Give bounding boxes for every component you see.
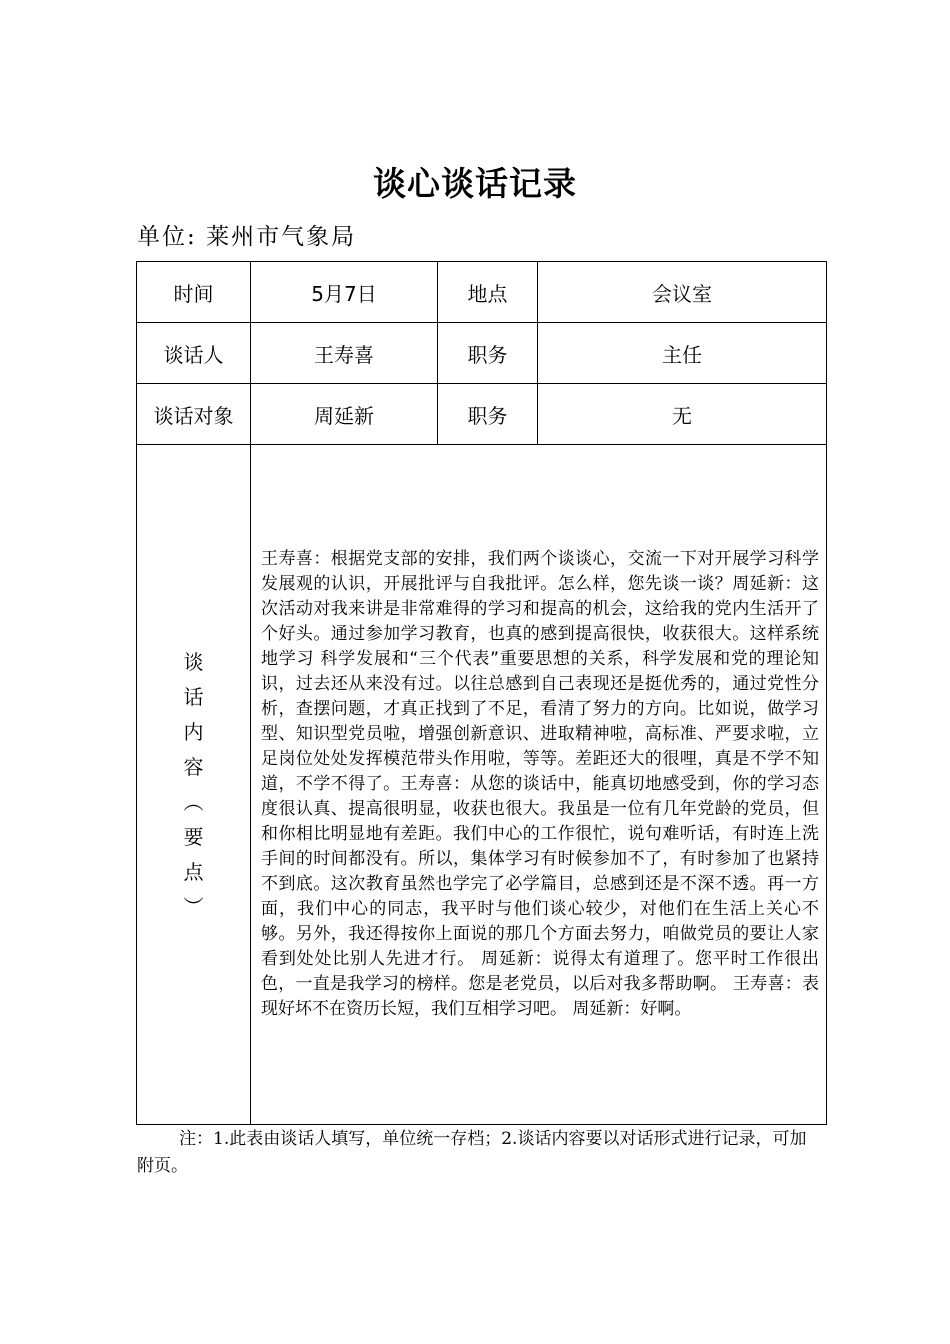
content-label-char: 内: [183, 719, 204, 744]
record-table: [136, 261, 827, 1125]
unit-value: 莱州市气象局: [206, 224, 357, 250]
location-label: 地点: [438, 262, 538, 323]
content-cell: [251, 445, 827, 1125]
speaker-value: 王寿喜: [251, 323, 438, 384]
table-row-content: [137, 445, 827, 1125]
content-label-vertical: [137, 645, 250, 925]
content-label-char: 谈: [183, 649, 204, 674]
time-label: 时间: [137, 262, 251, 323]
unit-label: 单位:: [137, 224, 197, 250]
location-value: 会议室: [538, 262, 827, 323]
conversation-content: 王寿喜：根据党支部的安排，我们两个谈谈心，交流一下对开展学习科学发展观的认识，开展批评与自我批评。怎么样，您先谈一谈？周延新：这次活动对我来讲是非常难得的学习和提高的机会，这给我的党内生活开了个好头。通过参加学习教育，也真的感到提高很快，收获很大。这样系统地学习 科学发展和“三个代表”重要思想的关系，科学发展和党的理论知识，过去还从来没有过。以往总感到自己表现还是挺优秀的，通过党性分析，查摆问题，才真正找到了不足，看清了努力的方向。比如说，做学习型、知识型党员啦，增强创新意识、进取精神啦，高标准、严要求啦，立足岗位处处发挥模范带头作用啦，等等。差距还大的很哩，真是不学不知道，不学不得了。王寿喜：从您的谈话中，能真切地感受到，你的学习态度很认真、提高很明显，收获也很大。我虽是一位有几年党龄的党员，但和你相比明显地有差距。我们中心的工作很忙，说句难听话，有时连上洗手间的时间都没有。所以，集体学习有时候参加不了，有时参加了也紧持不到底。这次教育虽然也学完了必学篇目，总感到还是不深不透。再一方面，我们中心的同志，我平时与他们谈心较少，对他们在生活上关心不够。另外，我还得按你上面说的那几个方面去努力，咱做党员的要让人家看到处处比别人先进才行。 周延新：说得太有道理了。您平时工作很出色，一直是我学习的榜样。您是老党员，以后对我多帮助啊。 王寿喜：表现好坏不在资历长短，我们互相学习吧。 周延新：好啊。: [261, 549, 819, 1019]
content-label-char: 容: [183, 754, 204, 779]
table-row-speaker: [137, 323, 827, 384]
content-label: [137, 445, 251, 1125]
interviewee-value: 周延新: [251, 384, 438, 445]
content-label-char: 要: [183, 824, 204, 849]
table-row-interviewee: [137, 384, 827, 445]
content-label-char: ︵: [183, 789, 204, 814]
speaker-position-value: 主任: [538, 323, 827, 384]
content-label-char: ︶: [183, 894, 204, 919]
time-value: 5月7日: [251, 262, 438, 323]
interviewee-position-value: 无: [538, 384, 827, 445]
interviewee-label: 谈话对象: [137, 384, 251, 445]
speaker-label: 谈话人: [137, 323, 251, 384]
unit-line: [137, 218, 356, 251]
content-label-char: 点: [183, 859, 204, 884]
page-title: 谈心谈话记录: [373, 164, 577, 203]
footnote: 注：1.此表由谈话人填写，单位统一存档；2.谈话内容要以对话形式进行记录，可加附页。: [137, 1129, 807, 1176]
speaker-position-label: 职务: [438, 323, 538, 384]
interviewee-position-label: 职务: [438, 384, 538, 445]
content-label-char: 话: [183, 684, 204, 709]
table-row-time: [137, 262, 827, 323]
